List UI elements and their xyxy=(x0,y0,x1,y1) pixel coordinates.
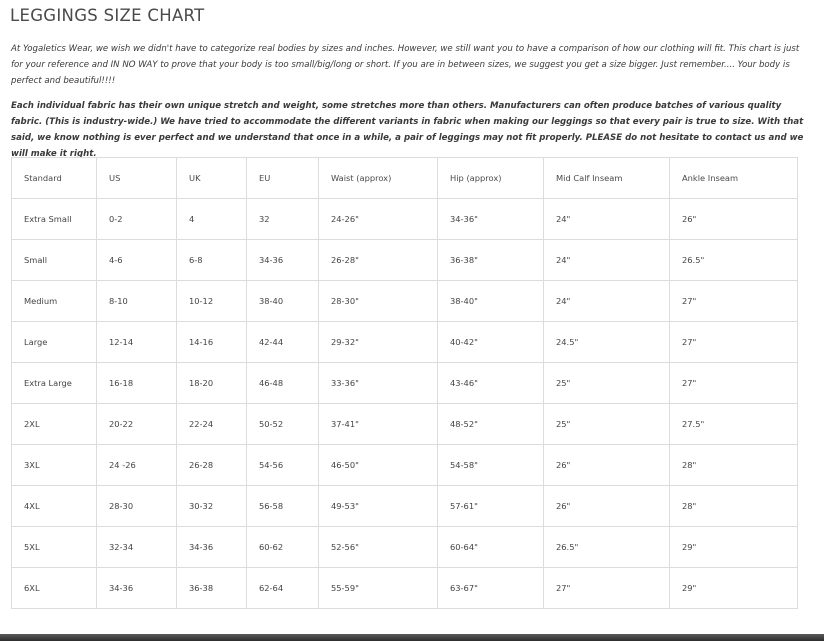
cell-mid-calf: 24.5" xyxy=(544,322,670,363)
cell-ankle: 26" xyxy=(670,199,798,240)
table-row xyxy=(12,404,798,445)
cell-hip: 38-40" xyxy=(438,281,544,322)
cell-us: 24 -26 xyxy=(97,445,177,486)
cell-waist: 52-56" xyxy=(319,527,438,568)
header-uk: UK xyxy=(177,158,247,199)
cell-ankle: 28" xyxy=(670,445,798,486)
cell-us: 32-34 xyxy=(97,527,177,568)
table-row xyxy=(12,240,798,281)
cell-us: 20-22 xyxy=(97,404,177,445)
table-row xyxy=(12,445,798,486)
fabric-note-paragraph: Each individual fabric has their own unique stretch and weight, some stretches more than others. Manufacturers can often produce batches of various quality fabric. (This is industry-wide.) We have tried to accommodate the different variants in fabric when making our leggings so that every pair is true to size. With that said, we know nothing is ever perfect and we understand that once in a while, a pair of leggings may not fit properly. PLEASE do not hesitate to contact us and we will make it right. xyxy=(11,101,804,159)
table-row xyxy=(12,568,798,609)
cell-eu: 62-64 xyxy=(247,568,319,609)
cell-uk: 18-20 xyxy=(177,363,247,404)
cell-ankle: 27.5" xyxy=(670,404,798,445)
header-waist: Waist (approx) xyxy=(319,158,438,199)
cell-hip: 57-61" xyxy=(438,486,544,527)
table-row xyxy=(12,527,798,568)
cell-standard: Medium xyxy=(12,281,97,322)
cell-waist: 28-30" xyxy=(319,281,438,322)
header-ankle-inseam: Ankle Inseam xyxy=(670,158,798,199)
cell-mid-calf: 25" xyxy=(544,404,670,445)
cell-hip: 43-46" xyxy=(438,363,544,404)
cell-standard: 5XL xyxy=(12,527,97,568)
table-row xyxy=(12,322,798,363)
cell-hip: 60-64" xyxy=(438,527,544,568)
cell-standard: Extra Small xyxy=(12,199,97,240)
page-title: LEGGINGS SIZE CHART xyxy=(10,6,205,25)
cell-waist: 29-32" xyxy=(319,322,438,363)
cell-uk: 26-28 xyxy=(177,445,247,486)
table-row xyxy=(12,199,798,240)
table-header-row xyxy=(12,158,798,199)
cell-us: 12-14 xyxy=(97,322,177,363)
cell-waist: 46-50" xyxy=(319,445,438,486)
cell-waist: 37-41" xyxy=(319,404,438,445)
cell-hip: 34-36" xyxy=(438,199,544,240)
cell-us: 28-30 xyxy=(97,486,177,527)
cell-us: 8-10 xyxy=(97,281,177,322)
cell-eu: 60-62 xyxy=(247,527,319,568)
cell-standard: 2XL xyxy=(12,404,97,445)
cell-eu: 32 xyxy=(247,199,319,240)
cell-eu: 56-58 xyxy=(247,486,319,527)
size-table xyxy=(11,157,798,609)
cell-standard: 3XL xyxy=(12,445,97,486)
cell-waist: 24-26" xyxy=(319,199,438,240)
cell-mid-calf: 24" xyxy=(544,281,670,322)
cell-us: 34-36 xyxy=(97,568,177,609)
cell-standard: Small xyxy=(12,240,97,281)
cell-eu: 42-44 xyxy=(247,322,319,363)
cell-mid-calf: 26" xyxy=(544,445,670,486)
cell-eu: 54-56 xyxy=(247,445,319,486)
cell-us: 0-2 xyxy=(97,199,177,240)
cell-standard: 6XL xyxy=(12,568,97,609)
cell-ankle: 27" xyxy=(670,281,798,322)
cell-ankle: 29" xyxy=(670,527,798,568)
cell-uk: 36-38 xyxy=(177,568,247,609)
header-us: US xyxy=(97,158,177,199)
cell-uk: 4 xyxy=(177,199,247,240)
cell-uk: 6-8 xyxy=(177,240,247,281)
cell-mid-calf: 26.5" xyxy=(544,527,670,568)
cell-hip: 40-42" xyxy=(438,322,544,363)
cell-eu: 38-40 xyxy=(247,281,319,322)
cell-ankle: 27" xyxy=(670,363,798,404)
cell-ankle: 29" xyxy=(670,568,798,609)
table-row xyxy=(12,281,798,322)
table-row xyxy=(12,363,798,404)
cell-us: 4-6 xyxy=(97,240,177,281)
cell-mid-calf: 27" xyxy=(544,568,670,609)
cell-ankle: 27" xyxy=(670,322,798,363)
bottom-scroll-bar xyxy=(0,634,824,641)
cell-hip: 36-38" xyxy=(438,240,544,281)
cell-standard: Extra Large xyxy=(12,363,97,404)
cell-waist: 49-53" xyxy=(319,486,438,527)
cell-mid-calf: 24" xyxy=(544,240,670,281)
cell-waist: 33-36" xyxy=(319,363,438,404)
cell-eu: 34-36 xyxy=(247,240,319,281)
cell-waist: 55-59" xyxy=(319,568,438,609)
cell-waist: 26-28" xyxy=(319,240,438,281)
cell-hip: 48-52" xyxy=(438,404,544,445)
cell-standard: Large xyxy=(12,322,97,363)
cell-standard: 4XL xyxy=(12,486,97,527)
cell-ankle: 28" xyxy=(670,486,798,527)
cell-mid-calf: 25" xyxy=(544,363,670,404)
table-row xyxy=(12,486,798,527)
cell-hip: 63-67" xyxy=(438,568,544,609)
cell-uk: 22-24 xyxy=(177,404,247,445)
header-eu: EU xyxy=(247,158,319,199)
cell-uk: 30-32 xyxy=(177,486,247,527)
cell-mid-calf: 26" xyxy=(544,486,670,527)
header-hip: Hip (approx) xyxy=(438,158,544,199)
cell-ankle: 26.5" xyxy=(670,240,798,281)
cell-uk: 34-36 xyxy=(177,527,247,568)
cell-eu: 46-48 xyxy=(247,363,319,404)
cell-hip: 54-58" xyxy=(438,445,544,486)
cell-uk: 10-12 xyxy=(177,281,247,322)
header-mid-calf-inseam: Mid Calf Inseam xyxy=(544,158,670,199)
cell-mid-calf: 24" xyxy=(544,199,670,240)
cell-us: 16-18 xyxy=(97,363,177,404)
cell-eu: 50-52 xyxy=(247,404,319,445)
cell-uk: 14-16 xyxy=(177,322,247,363)
intro-paragraph: At Yogaletics Wear, we wish we didn't have to categorize real bodies by sizes and inches. However, we still want you to have a comparison of how our clothing will fit. This chart is just for your reference and IN NO WAY to prove that your body is too small/big/long or short. If you are in between sizes, we suggest you get a size bigger. Just remember.... Your body is perfect and beautiful!!!! xyxy=(11,44,800,86)
header-standard: Standard xyxy=(12,158,97,199)
